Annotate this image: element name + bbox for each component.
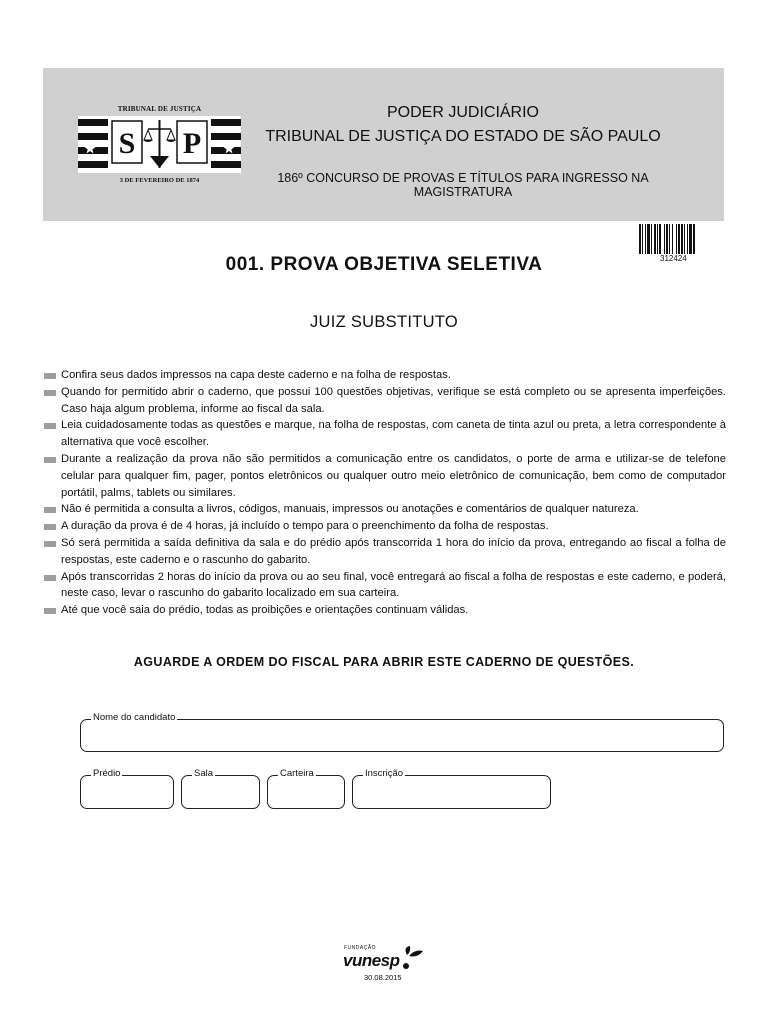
predio-field[interactable]	[80, 768, 174, 809]
barcode-bar	[654, 224, 656, 254]
instruction-text: Leia cuidadosamente todas as questões e marque, na folha de respostas, com caneta de tinta azul ou preta, a letra correspondente à alternativa que você escolher.	[61, 419, 726, 449]
instruction-item	[44, 417, 726, 451]
barcode-bar	[664, 224, 665, 254]
instruction-text: Não é permitida a consulta a livros, códigos, manuais, impressos ou anotações e comentários de qualquer natureza.	[61, 503, 639, 516]
bullet-marker	[44, 524, 56, 530]
barcode-bar	[639, 224, 641, 254]
inscricao-field[interactable]	[352, 768, 551, 809]
barcode-bar	[657, 224, 658, 254]
logo-top-text: TRIBUNAL DE JUSTIÇA	[117, 105, 202, 113]
header-line-3: 186º CONCURSO DE PROVAS E TÍTULOS PARA INGRESSO NA MAGISTRATURA	[277, 171, 649, 199]
instruction-item	[44, 501, 726, 518]
bullet-marker	[44, 390, 56, 396]
exam-subtitle: JUIZ SUBSTITUTO	[309, 313, 459, 331]
tjsp-logo	[78, 105, 241, 191]
bullet-marker	[44, 373, 56, 379]
barcode-bar	[684, 224, 685, 254]
barcode-bar	[672, 224, 673, 254]
predio-label: Prédio	[93, 768, 121, 779]
instruction-text: Confira seus dados impressos na capa deste caderno e na folha de respostas.	[61, 369, 451, 381]
barcode-bar	[676, 224, 677, 254]
header-line-1: PODER JUDICIÁRIO	[386, 104, 539, 121]
vunesp-logo	[340, 945, 430, 985]
bullet-marker	[44, 541, 56, 547]
bullet-marker	[44, 608, 56, 614]
barcode-bar	[669, 224, 670, 254]
bullet-marker	[44, 457, 56, 463]
tjsp-flag-emblem	[78, 116, 241, 173]
carteira-label: Carteira	[280, 768, 314, 779]
barcode	[639, 224, 713, 254]
sala-label: Sala	[194, 768, 214, 779]
instruction-item	[44, 518, 726, 535]
header-line-2: TRIBUNAL DE JUSTIÇA DO ESTADO DE SÃO PAULO	[265, 128, 661, 145]
barcode-bar	[642, 224, 643, 254]
barcode-bar	[659, 224, 661, 254]
exam-date: 30.08.2015	[364, 973, 402, 982]
barcode-bar	[666, 224, 668, 254]
instruction-item	[44, 535, 726, 569]
instruction-text: Após transcorridas 2 horas do início da prova ou ao seu final, você entregará ao fiscal a folha de respostas e este caderno, e poderá, neste caso, levar o rascunho do gabarito localizado em sua carteira.	[61, 570, 726, 600]
sala-field[interactable]	[181, 768, 260, 809]
vunesp-small-text: FUNDAÇÃO	[344, 945, 377, 951]
barcode-number: 312424	[660, 254, 687, 263]
barcode-bar	[681, 224, 683, 254]
instruction-item	[44, 367, 726, 384]
instruction-item	[44, 602, 726, 619]
barcode-bar	[693, 224, 695, 254]
instruction-item	[44, 451, 726, 501]
carteira-field[interactable]	[267, 768, 345, 809]
instruction-text: Até que você saia do prédio, todas as proibições e orientações continuam válidas.	[61, 604, 469, 617]
inscricao-label: Inscrição	[365, 768, 404, 779]
vunesp-wordmark: vunesp	[343, 951, 400, 970]
instruction-text: Durante a realização da prova não são permitidos a comunicação entre os candidatos, o porte de arma e utilizar-se de telefone celular para qualquer fim, pager, pontos eletrônicos ou qualquer outro meio eletrônico de comunicação, bem como de computador portátil, palms, tablets ou similares.	[61, 452, 726, 499]
bullet-marker	[44, 507, 56, 513]
instruction-text: Só será permitida a saída definitiva da sala e do prédio após transcorrida 1 hora do início da prova, entregando ao fiscal a folha de respostas, este caderno e o rascunho do gabarito.	[61, 536, 726, 566]
wait-notice: AGUARDE A ORDEM DO FISCAL PARA ABRIR ESTE CADERNO DE QUESTÕES.	[133, 655, 635, 669]
candidate-name-field[interactable]	[80, 712, 724, 752]
instructions-list	[44, 367, 726, 619]
header-banner	[43, 68, 724, 221]
instruction-item	[44, 384, 726, 418]
barcode-bar	[645, 224, 646, 254]
instruction-text: A duração da prova é de 4 horas, já incluído o tempo para o preenchimento da folha de respostas.	[61, 520, 549, 533]
leaf-icon	[401, 945, 425, 971]
barcode-bar	[689, 224, 692, 254]
exam-title: 001. PROVA OBJETIVA SELETIVA	[225, 254, 543, 275]
logo-letter-p: P	[182, 127, 202, 160]
logo-letter-s: S	[118, 127, 136, 160]
barcode-bar	[651, 224, 652, 254]
instruction-item	[44, 569, 726, 603]
barcode-bar	[687, 224, 688, 254]
barcode-bar	[678, 224, 680, 254]
logo-bottom-text: 3 DE FEVEREIRO DE 1874	[119, 177, 200, 184]
instruction-text: Quando for permitido abrir o caderno, que possui 100 questões objetivas, verifique se está completo ou se apresenta imperfeições. Caso haja algum problema, informe ao fiscal da sala.	[61, 385, 726, 415]
bullet-marker	[44, 423, 56, 429]
bullet-marker	[44, 575, 56, 581]
barcode-bar	[647, 224, 650, 254]
candidate-name-label: Nome do candidato	[93, 712, 176, 723]
